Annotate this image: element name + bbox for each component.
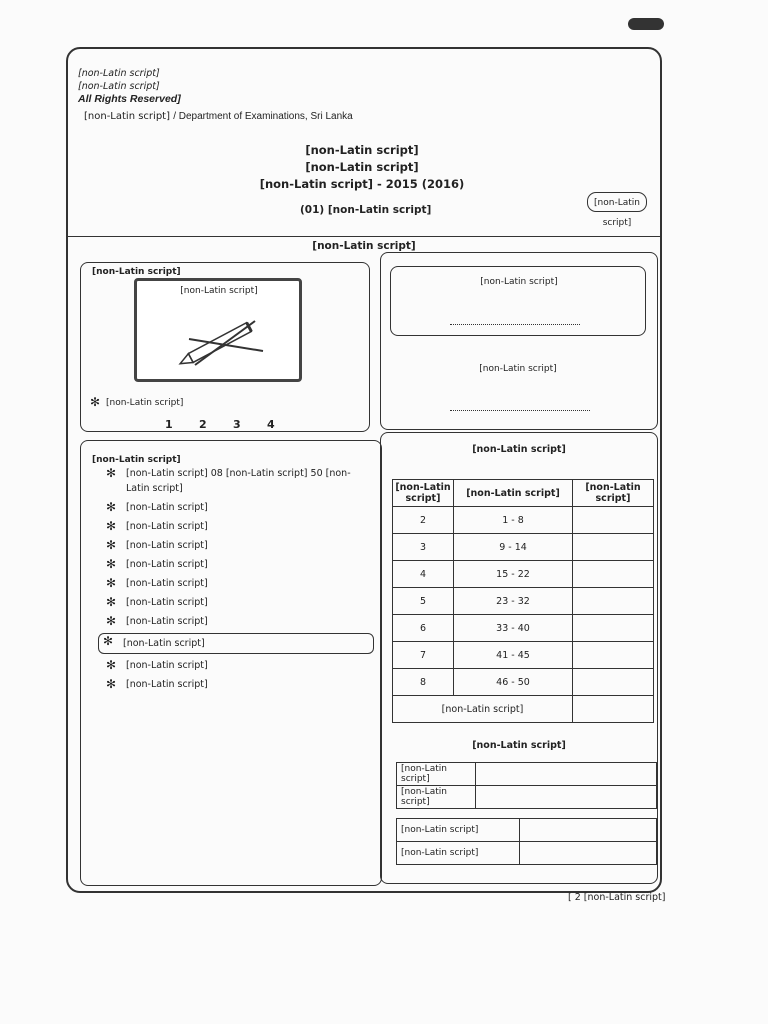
instructions-heading: [non-Latin script] bbox=[312, 240, 416, 252]
table-header-row bbox=[393, 480, 654, 507]
page-cell: 2 bbox=[393, 507, 454, 534]
asterisk-icon: ✻ bbox=[106, 576, 117, 590]
marks-cell[interactable] bbox=[573, 642, 654, 669]
questions-cell: 33 - 40 bbox=[454, 615, 573, 642]
total-row bbox=[393, 696, 654, 723]
table-row bbox=[393, 615, 654, 642]
note-text: [non-Latin script] bbox=[126, 660, 208, 671]
table-row bbox=[393, 561, 654, 588]
note-text: [non-Latin script] bbox=[123, 638, 205, 649]
department-name: / Department of Examinations, Sri Lanka bbox=[173, 111, 353, 122]
marks-table bbox=[392, 479, 654, 723]
table-row bbox=[393, 642, 654, 669]
answer-options bbox=[165, 418, 301, 431]
asterisk-icon: ✻ bbox=[106, 677, 117, 691]
asterisk-icon: ✻ bbox=[103, 634, 114, 648]
note-item bbox=[102, 538, 374, 553]
marks-cell[interactable] bbox=[573, 588, 654, 615]
asterisk-icon: ✻ bbox=[106, 538, 117, 552]
rights-line-2: [non-Latin script] bbox=[78, 81, 160, 92]
page-cell: 6 bbox=[393, 615, 454, 642]
marks-cell[interactable] bbox=[573, 669, 654, 696]
table-row bbox=[397, 819, 657, 842]
page-cell: 4 bbox=[393, 561, 454, 588]
note-item bbox=[102, 557, 374, 572]
note-text: [non-Latin script] bbox=[126, 540, 208, 551]
asterisk-icon: ✻ bbox=[106, 500, 117, 514]
in-words-label: [non-Latin script] bbox=[397, 786, 476, 809]
department-prefix: [non-Latin script] bbox=[84, 111, 170, 122]
page-cell: 7 bbox=[393, 642, 454, 669]
title-line-1: [non-Latin script] bbox=[305, 143, 419, 157]
note-item bbox=[102, 519, 374, 534]
rights-reserved: All Rights Reserved] bbox=[78, 93, 181, 105]
table-row bbox=[393, 507, 654, 534]
marks-checked-by-field[interactable] bbox=[520, 842, 657, 865]
marks-checked-by-label: [non-Latin script] bbox=[397, 842, 520, 865]
note-text: [non-Latin script] bbox=[126, 559, 208, 570]
asterisk-icon: ✻ bbox=[106, 658, 117, 672]
in-numbers-field[interactable] bbox=[476, 763, 657, 786]
exam-year: - 2015 (2016) bbox=[377, 177, 465, 191]
marks-cell[interactable] bbox=[573, 534, 654, 561]
rights-line-1: [non-Latin script] bbox=[78, 68, 160, 79]
important-note-text: [non-Latin script] bbox=[106, 398, 184, 408]
table-row bbox=[393, 669, 654, 696]
title-line-2: [non-Latin script] bbox=[305, 160, 419, 174]
note-item bbox=[102, 576, 374, 591]
note-text: [non-Latin script] bbox=[126, 679, 208, 690]
table-row bbox=[393, 534, 654, 561]
signatures-table bbox=[396, 818, 657, 865]
marks-cell[interactable] bbox=[573, 561, 654, 588]
time-badge: [non-Latin script] bbox=[587, 192, 647, 212]
note-text: [non-Latin script] bbox=[126, 616, 208, 627]
note-item bbox=[102, 614, 374, 629]
answer-script-examiner-label: [non-Latin script] bbox=[397, 819, 520, 842]
column-header: [non-Latin script] bbox=[393, 480, 454, 507]
option-number: 4 bbox=[267, 418, 275, 431]
final-marks-table bbox=[396, 762, 657, 809]
asterisk-icon: ✻ bbox=[90, 395, 101, 409]
asterisk-icon: ✻ bbox=[106, 595, 117, 609]
page-cell: 3 bbox=[393, 534, 454, 561]
total-cell[interactable] bbox=[573, 696, 654, 723]
note-text: [non-Latin script] bbox=[126, 521, 208, 532]
picture-caption: [non-Latin script] bbox=[180, 286, 258, 296]
option-number: 2 bbox=[199, 418, 207, 431]
note-text: [non-Latin script] bbox=[126, 502, 208, 513]
asterisk-icon: ✻ bbox=[106, 466, 117, 480]
important-label: [non-Latin script] bbox=[92, 267, 181, 277]
option-number: 3 bbox=[233, 418, 241, 431]
supervisor-label: [non-Latin script] bbox=[479, 364, 557, 374]
scan-mark bbox=[628, 18, 664, 30]
examiner-heading: [non-Latin script] bbox=[472, 444, 566, 455]
note-text: [non-Latin script] bbox=[126, 597, 208, 608]
note-item bbox=[102, 500, 374, 515]
note-item bbox=[102, 466, 374, 496]
marks-cell[interactable] bbox=[573, 507, 654, 534]
exam-title bbox=[92, 142, 632, 193]
asterisk-icon: ✻ bbox=[106, 519, 117, 533]
note-item bbox=[102, 658, 374, 673]
page-cell: 5 bbox=[393, 588, 454, 615]
index-instruction: [non-Latin script] bbox=[480, 277, 558, 287]
title-line-3: [non-Latin script] bbox=[259, 177, 373, 191]
table-row bbox=[397, 842, 657, 865]
note-item bbox=[102, 677, 374, 692]
page-cell: 8 bbox=[393, 669, 454, 696]
marks-cell[interactable] bbox=[573, 615, 654, 642]
total-label: [non-Latin script] bbox=[393, 696, 573, 723]
questions-cell: 1 - 8 bbox=[454, 507, 573, 534]
answer-script-examiner-field[interactable] bbox=[520, 819, 657, 842]
notes-label: [non-Latin script] bbox=[92, 455, 181, 465]
divider bbox=[68, 236, 660, 237]
asterisk-icon: ✻ bbox=[106, 557, 117, 571]
column-header: [non-Latin script] bbox=[573, 480, 654, 507]
final-marks-heading: [non-Latin script] bbox=[472, 740, 566, 751]
in-numbers-label: [non-Latin script] bbox=[397, 763, 476, 786]
questions-cell: 23 - 32 bbox=[454, 588, 573, 615]
notes-list bbox=[102, 466, 374, 696]
note-item bbox=[102, 595, 374, 610]
paper-name: (01) [non-Latin script] bbox=[300, 204, 432, 216]
in-words-field[interactable] bbox=[476, 786, 657, 809]
important-note bbox=[90, 395, 366, 409]
questions-cell: 46 - 50 bbox=[454, 669, 573, 696]
index-number-line[interactable] bbox=[450, 324, 580, 325]
table-row bbox=[397, 763, 657, 786]
questions-cell: 9 - 14 bbox=[454, 534, 573, 561]
asterisk-icon: ✻ bbox=[106, 614, 117, 628]
copyright-block bbox=[78, 67, 328, 106]
option-number: 1 bbox=[165, 418, 173, 431]
note-item-highlighted bbox=[98, 633, 374, 654]
supervisor-signature-line[interactable] bbox=[450, 410, 590, 411]
questions-cell: 15 - 22 bbox=[454, 561, 573, 588]
department-line bbox=[84, 111, 654, 122]
note-text: [non-Latin script] 08 [non-Latin script] 50 [non-Latin script] bbox=[126, 468, 351, 494]
questions-cell: 41 - 45 bbox=[454, 642, 573, 669]
column-header: [non-Latin script] bbox=[454, 480, 573, 507]
table-row bbox=[397, 786, 657, 809]
turn-over-note: [ 2 [non-Latin script] bbox=[568, 892, 666, 903]
table-row bbox=[393, 588, 654, 615]
note-text: [non-Latin script] bbox=[126, 578, 208, 589]
